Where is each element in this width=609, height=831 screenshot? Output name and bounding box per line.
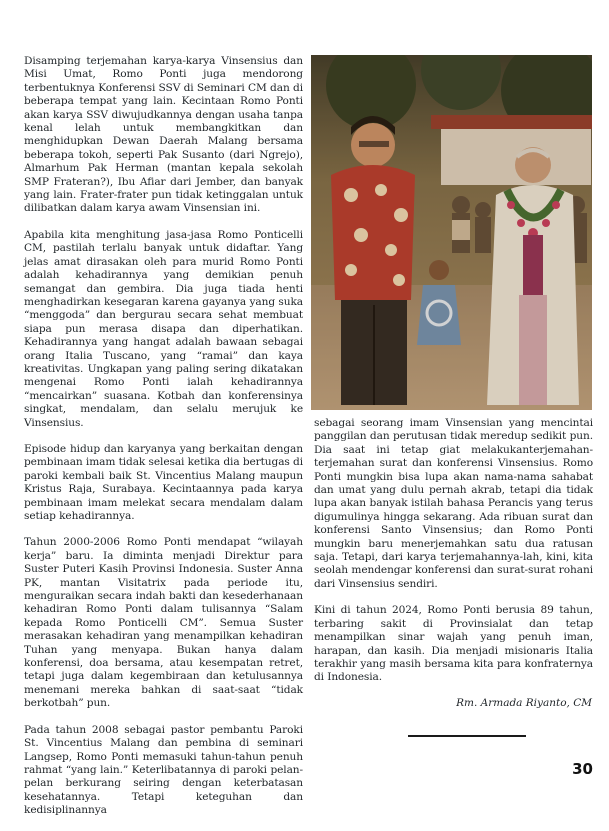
paragraph: Tahun 2000-2006 Romo Ponti mendapat “wilayah kerja” baru. Ia diminta menjadi Direktur para Suster Puteri Kasih Provinsi Indonesia. Suster Anna PK, mantan Visitatrix pada periode itu, menguraikan secara indah bakti dan kesederhanaan kehadiran Romo Ponti dalam tulisannya “Salam kepada Romo Ponticelli CM”. Semua Suster merasakan kehadiran yang menampilkan kehadiran Tuhan yang menyapa. Bukan hanya dalam konferensi, doa bersama, atau kesempatan retret, tetapi juga dalam kegembiraan dan ketulusannya menemani mereka bahkan di saat-saat “tidak berkotbah” pun.: [24, 536, 303, 710]
page-number: 30: [572, 760, 593, 778]
paragraph: Pada tahun 2008 sebagai pastor pembantu Paroki St. Vincentius Malang dan pembina di seminari Langsep, Romo Ponti memasuki tahun-tahun penuh rahmat “yang lain.” Keterlibatannya di paroki pelan-pelan berkurang seiring dengan keterbatasan kesehatannya. Tetapi keteguhan dan kedisiplinannya: [24, 723, 303, 817]
author-signature: Rm. Armada Riyanto, CM: [456, 697, 592, 709]
paragraph: Disamping terjemahan karya-karya Vinsensius dan Misi Umat, Romo Ponti juga mendorong terbentuknya Konferensi SSV di Seminari CM dan di beberapa tempat yang lain. Kecintaan Romo Ponti akan karya SSV diwujudkannya dengan usaha tanpa kenal lelah untuk membangkitkan dan menghidupkan Dewan Daerah Malang bersama beberapa tokoh, seperti Pak Susanto (dari Ngrejo), Almarhum Pak Herman (mantan kepala sekolah SMP Frateran?), Ibu Afiar dari Jember, dan banyak yang lain. Frater-frater pun tidak ketinggalan untuk dilibatkan dalam karya awam Vinsensian ini.: [24, 55, 303, 215]
paragraph: Kini di tahun 2024, Romo Ponti berusia 89 tahun, terbaring sakit di Provinsialat dan tetap menampilkan sinar wajah yang penuh iman, harapan, dan kasih. Dia menjadi misionaris Italia terakhir yang masih bersama kita para konfraternya di Indonesia.: [314, 604, 593, 684]
historic-photo: [311, 55, 592, 410]
article-right-column: [314, 417, 593, 698]
paragraph: Apabila kita menghitung jasa-jasa Romo Ponticelli CM, pastilah terlalu banyak untuk didaftar. Yang jelas amat dirasakan oleh para murid Romo Ponti adalah kehadirannya yang demikian penuh semangat dan gembira. Dia juga tiada henti menghadirkan kesegaran karena gayanya yang suka “menggoda” dan bergurau secara sehat membuat siapa pun merasa disapa dan diperhatikan. Kehadirannya yang hangat adalah bawaan sebagai orang Italia Tuscano, yang “ramai” dan kaya kreativitas. Ungkapan yang paling sering dikatakan mengenai Romo Ponti ialah kehadirannya “mencairkan” suasana. Kotbah dan konferensinya singkat, mendalam, dan selalu merujuk ke Vinsensius.: [24, 228, 303, 429]
article-left-column: [24, 55, 303, 831]
paragraph: Episode hidup dan karyanya yang berkaitan dengan pembinaan imam tidak selesai ketika dia bertugas di paroki kembali baik St. Vincentius Malang maupun Kristus Raja, Surabaya. Kecintaannya pada karya pembinaan imam melekat secara mendalam dalam setiap kehadirannya.: [24, 442, 303, 522]
paragraph: sebagai seorang imam Vinsensian yang mencintai panggilan dan perutusan tidak meredup sedikit pun. Dia saat ini tetap giat melakukanterjemahan-terjemahan surat dan konferensi Vinsensius. Romo Ponti mungkin bisa lupa akan nama-nama sahabat dan umat yang dulu pernah akrab, tetapi dia tidak lupa akan banyak istilah bahasa Perancis yang terus digumulinya hingga sekarang. Ada ribuan surat dan konferensi Santo Vinsensius; dan Romo Ponti mungkin baru menerjemahkan satu dua ratusan saja. Tetapi, dari karya terjemahannya-lah, kini, kita seolah mendengar konferensi dan surat-surat rohani dari Vinsensius sendiri.: [314, 417, 593, 590]
divider-rule: [408, 735, 526, 737]
photo-illustration: [311, 55, 592, 410]
